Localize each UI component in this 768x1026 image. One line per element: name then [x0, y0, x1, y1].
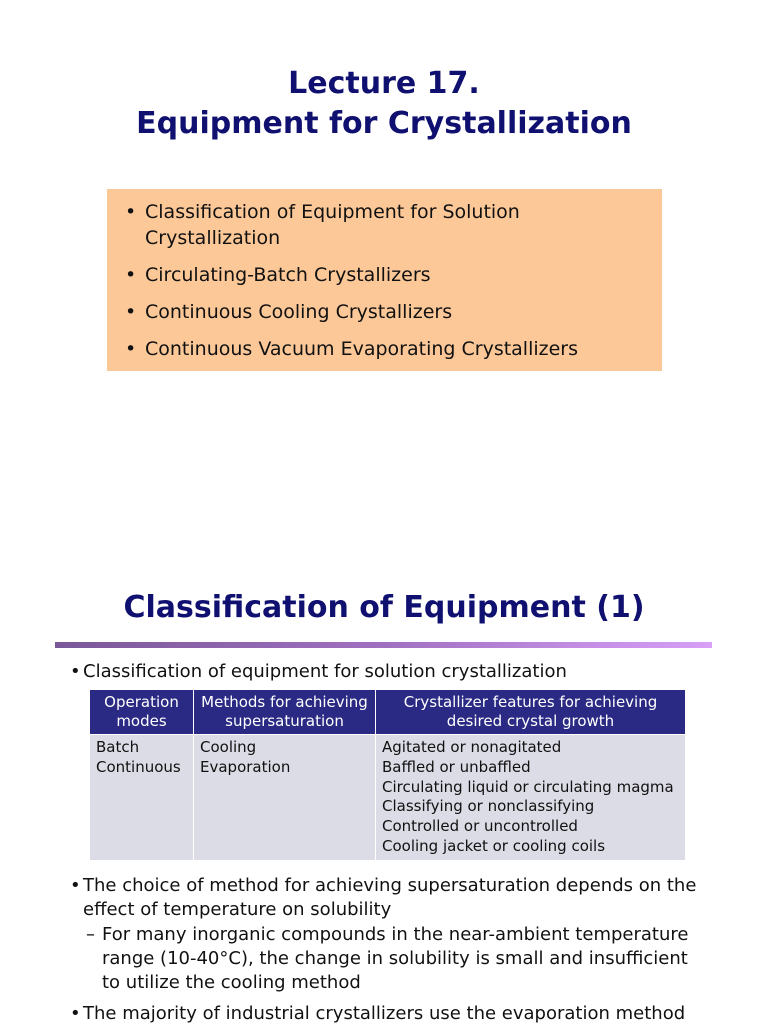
- cell-line: Evaporation: [200, 757, 291, 776]
- outline-item: • Circulating-Batch Crystallizers: [125, 262, 652, 288]
- sub-bullet: [86, 923, 702, 995]
- sub-bullet-dash: –: [86, 924, 95, 945]
- header-methods: Methods for achieving supersaturation: [194, 690, 376, 735]
- cell-features: [376, 735, 686, 861]
- bullet-dot: •: [70, 1003, 81, 1024]
- outline-item: • Continuous Cooling Crystallizers: [125, 299, 652, 325]
- evaporation-bullet: [70, 1002, 743, 1026]
- cell-line: Cooling: [200, 738, 257, 756]
- header-operation-modes: Operation modes: [90, 690, 194, 735]
- solubility-bullet: [70, 874, 723, 922]
- cell-line: Continuous: [96, 757, 181, 776]
- slide1-title-line1: Lecture 17.: [288, 66, 480, 101]
- table-row: [90, 735, 686, 861]
- outline-box: [107, 189, 662, 371]
- intro-bullet: [70, 660, 567, 684]
- outline-item: • Classification of Equipment for Solution Crystallization: [125, 199, 652, 251]
- header-features: Crystallizer features for achieving desired crystal growth: [376, 690, 686, 735]
- bullet-dot: •: [70, 661, 81, 682]
- cell-operation-modes: [90, 735, 194, 861]
- solubility-bullet-text: The choice of method for achieving supersaturation depends on the effect of temperature on solubility: [83, 875, 697, 920]
- slide2-title: Classification of Equipment (1): [123, 590, 645, 625]
- table-header-row: [90, 690, 686, 735]
- cell-line: Cooling jacket or cooling coils: [382, 836, 606, 855]
- evaporation-bullet-text: The majority of industrial crystallizers use the evaporation method: [83, 1003, 686, 1024]
- cell-line: Baffled or unbaffled: [382, 757, 531, 776]
- classification-table: [89, 689, 686, 861]
- intro-bullet-text: Classification of equipment for solution crystallization: [83, 661, 567, 682]
- sub-bullet-text: For many inorganic compounds in the near-ambient temperature range (10-40°C), the change in solubility is small and insufficient to utilize the cooling method: [102, 924, 689, 993]
- title-divider: [55, 642, 712, 648]
- cell-methods: [194, 735, 376, 861]
- outline-list: [125, 199, 652, 362]
- cell-line: Circulating liquid or circulating magma: [382, 777, 674, 796]
- outline-item: • Continuous Vacuum Evaporating Crystallizers: [125, 336, 652, 362]
- slide1-title-line2: Equipment for Crystallization: [136, 106, 632, 141]
- cell-line: Classifying or nonclassifying: [382, 797, 595, 816]
- cell-line: Controlled or uncontrolled: [382, 817, 578, 836]
- cell-line: Batch: [96, 738, 140, 756]
- cell-line: Agitated or nonagitated: [382, 738, 562, 756]
- bullet-dot: •: [70, 875, 81, 896]
